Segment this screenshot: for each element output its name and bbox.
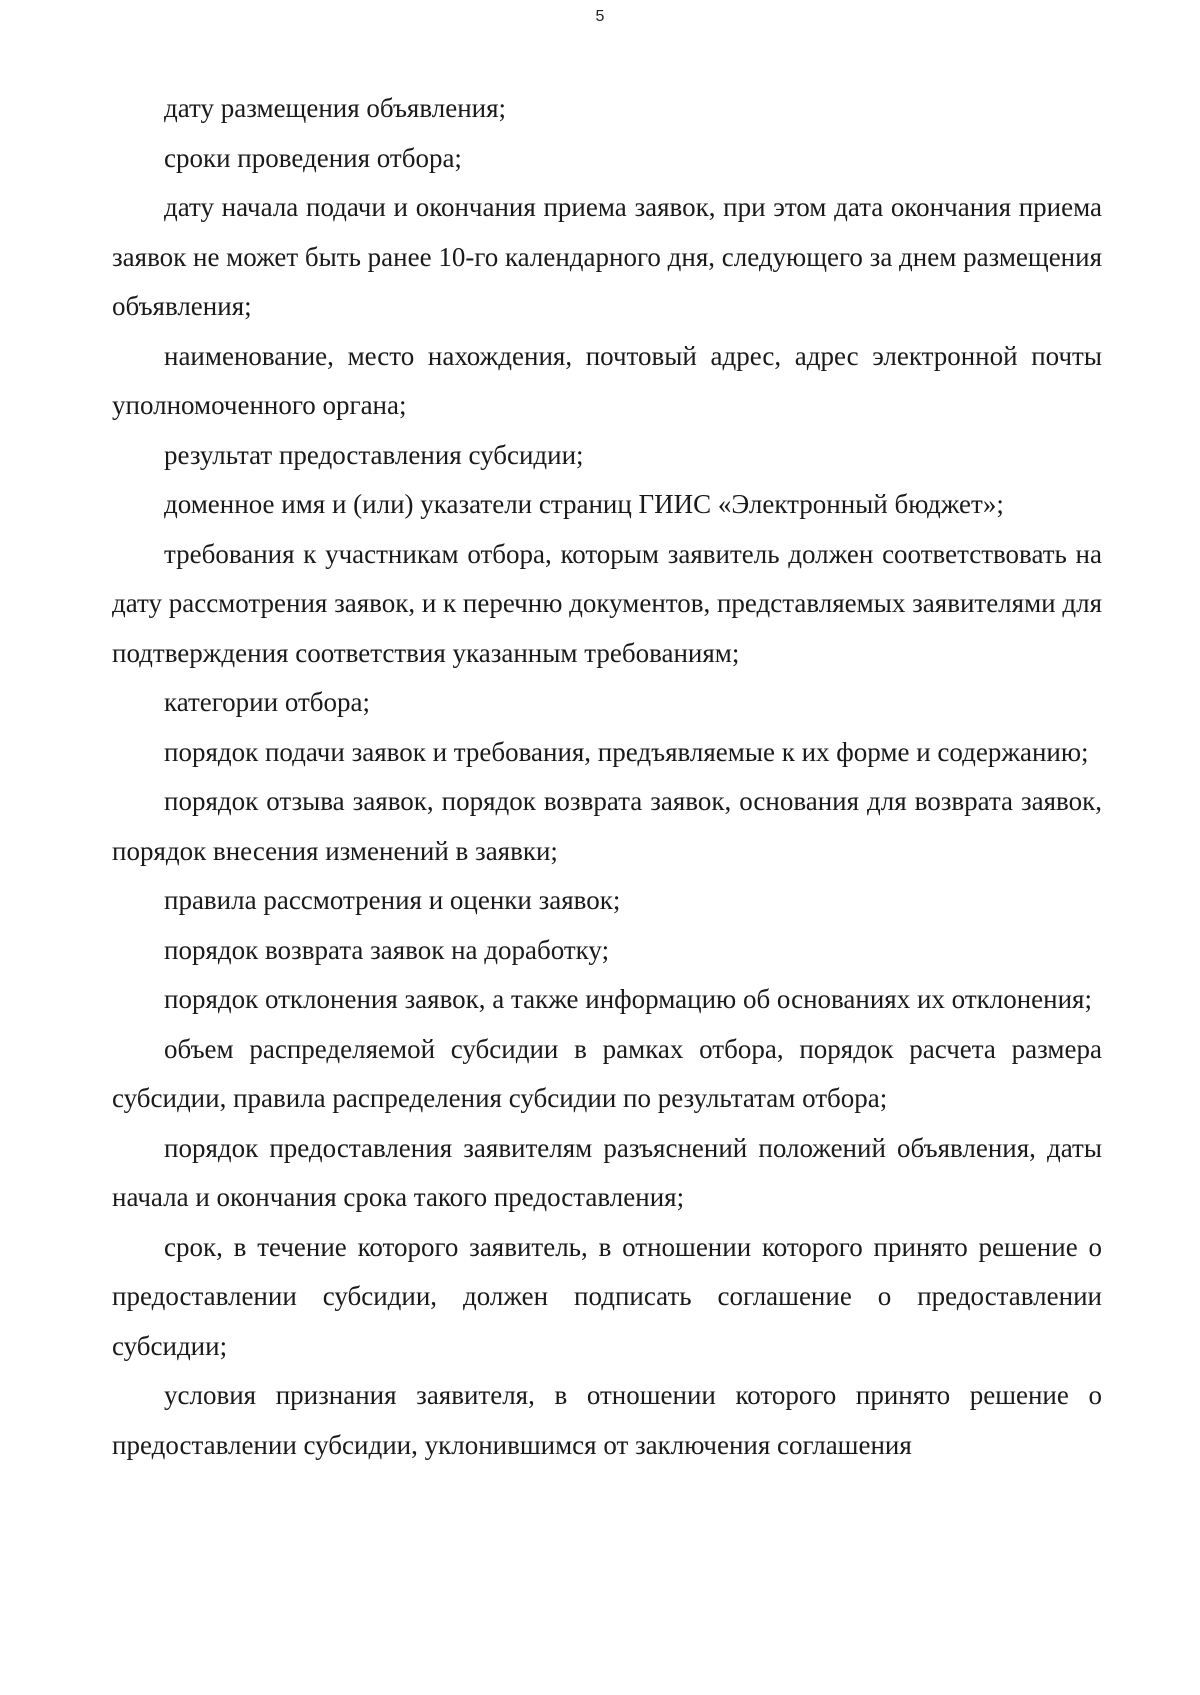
list-item-revision-return: порядок возврата заявок на доработку;	[164, 934, 610, 965]
list-item-selection-period: сроки проведения отбора;	[164, 142, 462, 173]
list-item-withdrawal-procedure: порядок отзыва заявок, порядок возврата заявок, основания для возврата заявок, порядок внесения изменений в заявки;	[112, 786, 1102, 866]
list-item-application-dates: дату начала подачи и окончания приема заявок, при этом дата окончания приема заявок не может быть ранее 10-го календарного дня, следующего за днем размещения объявления;	[112, 192, 1102, 321]
list-item-announcement-date: дату размещения объявления;	[164, 93, 507, 123]
list-item-subsidy-result: результат предоставления субсидии;	[164, 439, 584, 470]
list-item-selection-categories: категории отбора;	[164, 687, 370, 717]
page-number: 5	[595, 8, 605, 25]
list-item-evasion-conditions: условия признания заявителя, в отношении которого принято решение о предоставлении субсидии, уклонившимся от заключения соглашения	[112, 1380, 1102, 1460]
list-item-subsidy-volume: объем распределяемой субсидии в рамках отбора, порядок расчета размера субсидии, правила распределения субсидии по результатам отбора;	[112, 1033, 1102, 1113]
list-item-rejection-procedure: порядок отклонения заявок, а также информацию об основаниях их отклонения;	[164, 984, 1092, 1014]
list-item-agreement-deadline: срок, в течение которого заявитель, в отношении которого принято решение о предоставлении субсидии, должен подписать соглашение о предоставлении субсидии;	[112, 1231, 1102, 1361]
list-item-participant-requirements: требования к участникам отбора, которым заявитель должен соответствовать на дату рассмотрения заявок, и к перечню документов, представляемых заявителями для подтверждения соответствия указанным требованиям;	[112, 538, 1102, 668]
list-item-domain-name: доменное имя и (или) указатели страниц ГИИС «Электронный бюджет»;	[164, 489, 1004, 519]
document-body	[112, 84, 1102, 1470]
list-item-submission-procedure: порядок подачи заявок и требования, предъявляемые к их форме и содержанию;	[164, 736, 1089, 767]
list-item-clarifications: порядок предоставления заявителям разъяснений положений объявления, даты начала и окончания срока такого предоставления;	[112, 1132, 1102, 1212]
list-item-evaluation-rules: правила рассмотрения и оценки заявок;	[164, 885, 621, 915]
list-item-authority-contacts: наименование, место нахождения, почтовый адрес, адрес электронной почты уполномоченного органа;	[112, 340, 1102, 420]
